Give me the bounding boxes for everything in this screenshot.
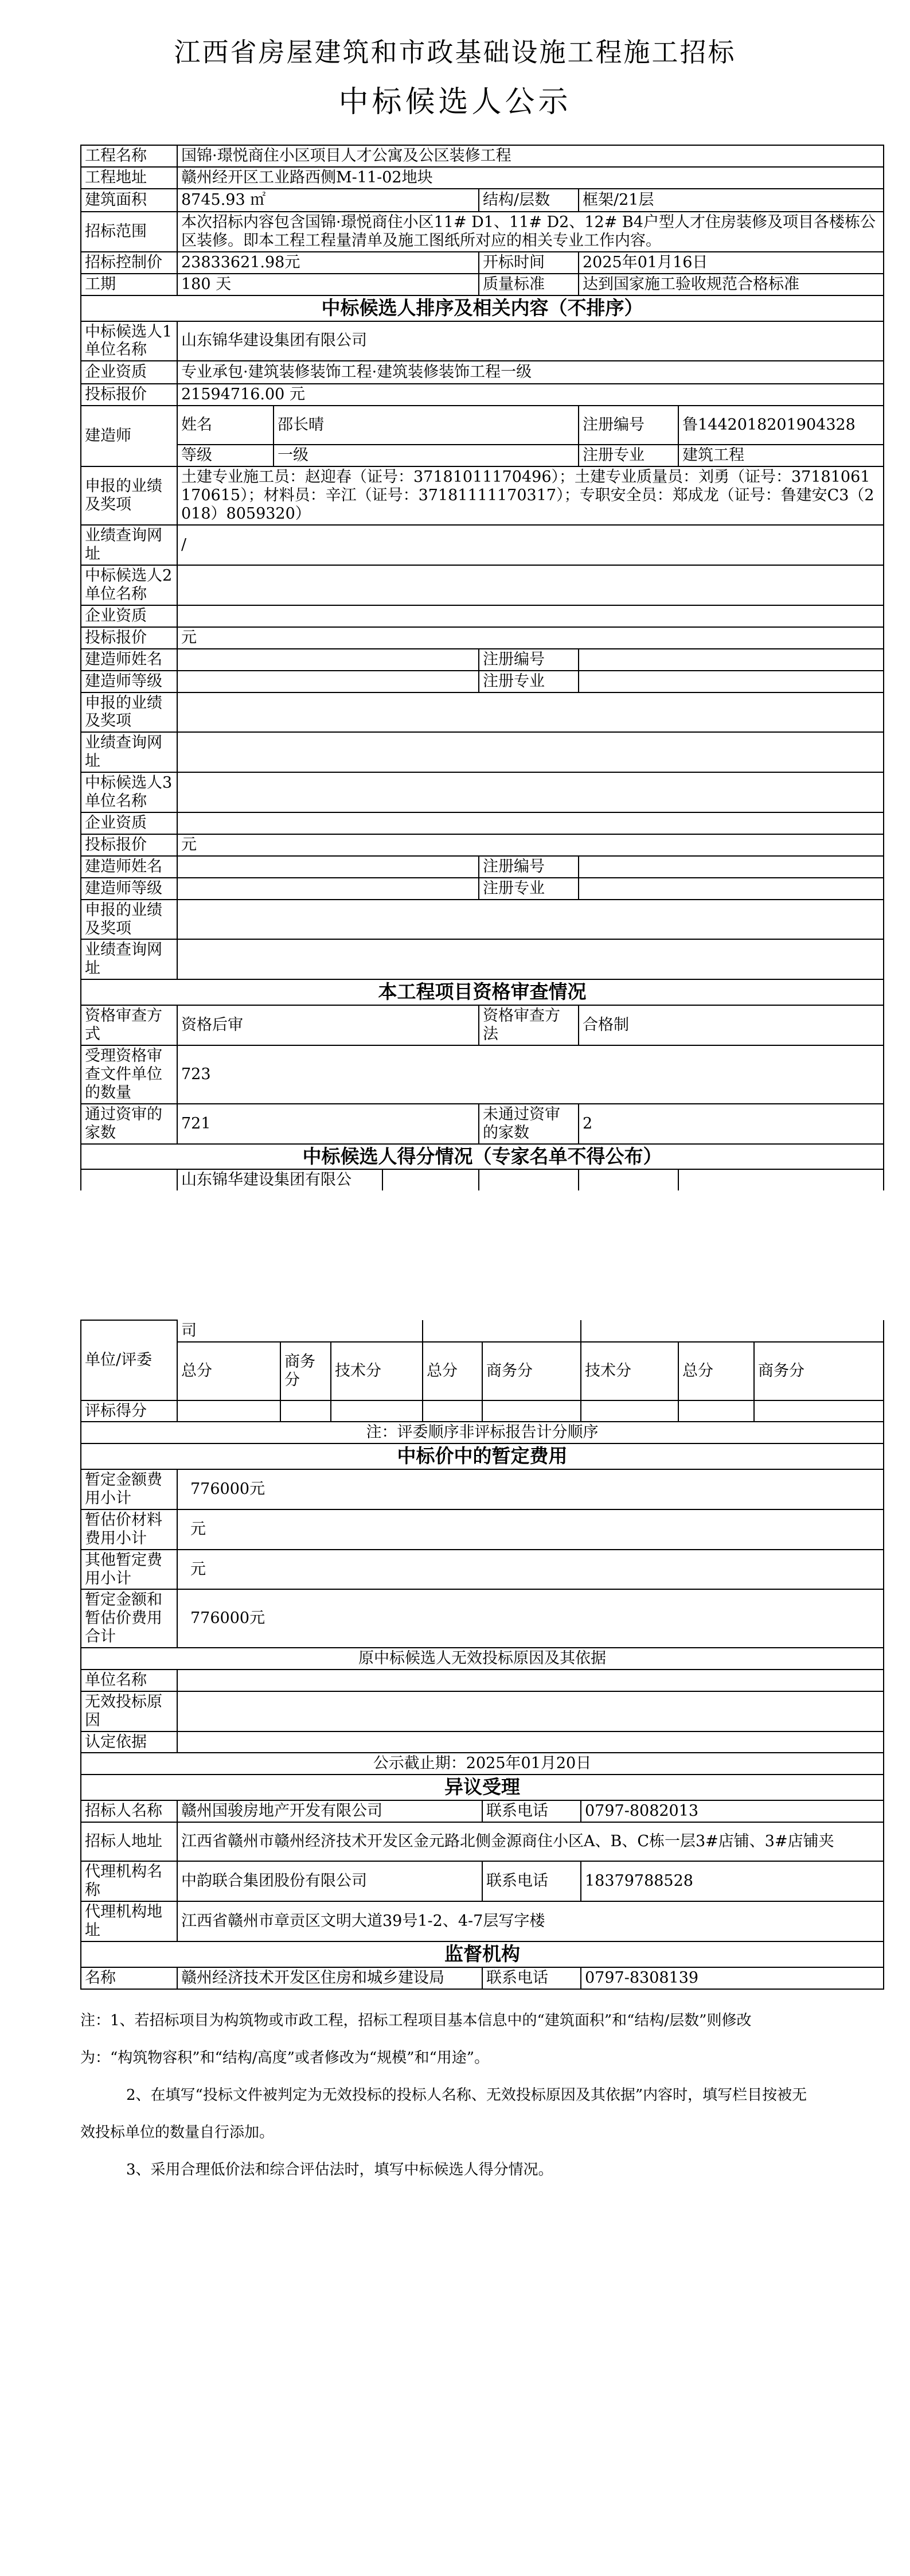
main-table	[80, 145, 884, 1190]
document-subtitle: 中标候选人公示	[338, 85, 572, 119]
candidate1-qual-label: 企业资质	[81, 361, 177, 384]
score-table-top-left	[81, 1169, 177, 1190]
agent-phone: 18379788528	[581, 1861, 884, 1901]
candidate3-major-label: 注册专业	[479, 878, 579, 900]
candidate3-unit	[177, 772, 884, 812]
review-eval: 合格制	[579, 1005, 884, 1045]
review-failed-label: 未通过资审的家数	[479, 1104, 579, 1144]
provisional-subtotal-label: 暂定金额费用小计	[81, 1469, 177, 1509]
candidate2-builder-grade-label: 建造师等级	[81, 671, 177, 692]
candidate3-query	[177, 939, 884, 979]
score-cell	[423, 1400, 482, 1422]
candidate1-name: 邵长晴	[274, 406, 579, 445]
deadline: 公示截止期：2025年01月20日	[81, 1753, 884, 1775]
candidate3-builder-grade-label: 建造师等级	[81, 878, 177, 900]
provisional-other: 元	[177, 1550, 884, 1590]
score-business-label-2: 商务分	[482, 1342, 581, 1400]
score-header-empty-3	[581, 1320, 884, 1342]
score-cell	[754, 1400, 884, 1422]
score-company-name-top: 山东锦华建设集团有限公	[177, 1169, 382, 1190]
scope-label: 招标范围	[81, 212, 177, 252]
candidate2-query	[177, 732, 884, 772]
note-2a: 2、在填写“投标文件被判定为无效投标的投标人名称、无效投标原因及其依据”内容时，填写栏目按被无	[126, 2087, 807, 2104]
score-cell	[331, 1400, 423, 1422]
score-col-empty-4	[678, 1169, 884, 1190]
candidate1-awards-label: 申报的业绩及奖项	[81, 466, 177, 525]
provisional-other-label: 其他暂定费用小计	[81, 1550, 177, 1590]
tenderer-phone: 0797-8082013	[581, 1800, 884, 1822]
candidate2-builder-name	[177, 649, 479, 671]
candidate2-builder-grade	[177, 671, 479, 692]
candidate3-unit-label: 中标候选人3单位名称	[81, 772, 177, 812]
score-cell	[581, 1400, 678, 1422]
supervision-name-label: 名称	[81, 1967, 177, 1989]
section-objection: 异议受理	[81, 1775, 884, 1800]
candidate2-builder-name-label: 建造师姓名	[81, 649, 177, 671]
candidate2-reg-label: 注册编号	[479, 649, 579, 671]
duration-label: 工期	[81, 274, 177, 295]
project-name-label: 工程名称	[81, 145, 177, 167]
candidate2-major-label: 注册专业	[479, 671, 579, 692]
start-time-value: 2025年01月16日	[579, 252, 884, 274]
agent-addr-label: 代理机构地址	[81, 1901, 177, 1941]
supervision-name: 赣州经济技术开发区住房和城乡建设局	[177, 1967, 482, 1989]
candidate1-bid: 21594716.00 元	[177, 384, 884, 406]
candidate2-awards	[177, 692, 884, 733]
scope-value: 本次招标内容包含国锦·璟悦商住小区11# D1、11# D2、12# B4户型人才住房装修及项目各楼栋公区装修。即本工程工程量清单及施工图纸所对应的相关专业工作内容。	[177, 212, 884, 252]
candidate3-reg-no	[579, 856, 884, 878]
candidate2-awards-label: 申报的业绩及奖项	[81, 692, 177, 733]
tenderer-name: 赣州国骏房地产开发有限公司	[177, 1800, 482, 1822]
start-time-label: 开标时间	[479, 252, 579, 274]
tenderer-addr: 江西省赣州市赣州经济技术开发区金元路北侧金源商住小区A、B、C栋一层3#店铺、3#店铺夹	[177, 1822, 884, 1861]
candidate2-unit	[177, 565, 884, 605]
candidate3-awards-label: 申报的业绩及奖项	[81, 900, 177, 940]
score-cell	[280, 1400, 331, 1422]
review-failed: 2	[579, 1104, 884, 1144]
score-col-empty-2	[479, 1169, 579, 1190]
candidate1-grade-label: 等级	[177, 445, 274, 466]
tenderer-addr-label: 招标人地址	[81, 1822, 177, 1861]
provisional-subtotal: 776000元	[177, 1469, 884, 1509]
candidate1-unit-label: 中标候选人1单位名称	[81, 321, 177, 361]
candidate1-builder-label: 建造师	[81, 406, 177, 466]
candidate1-query-label: 业绩查询网址	[81, 525, 177, 565]
score-cell	[482, 1400, 581, 1422]
candidate1-bid-label: 投标报价	[81, 384, 177, 406]
invalid-unit	[177, 1670, 884, 1691]
candidate3-reg-label: 注册编号	[479, 856, 579, 878]
score-row-label: 评标得分	[81, 1400, 177, 1422]
candidate3-qual	[177, 812, 884, 834]
candidate1-reg-no: 鲁1442018201904328	[678, 406, 884, 445]
score-col-empty-3	[579, 1169, 678, 1190]
candidate1-awards: 土建专业施工员：赵迎春（证号：37181011170496）；土建专业质量员：刘勇（证号：37181061170615）；材料员：辛江（证号：37181111170317）；专职安全员：郑成龙（证号：鲁建安C3（2018）8059320）	[177, 466, 884, 525]
section-provisional: 中标价中的暂定费用	[81, 1443, 884, 1469]
candidate1-qual: 专业承包·建筑装修装饰工程·建筑装修装饰工程一级	[177, 361, 884, 384]
footnotes	[80, 2002, 883, 2189]
candidate1-major-label: 注册专业	[579, 445, 678, 466]
note-2b: 效投标单位的数量自行添加。	[80, 2124, 275, 2141]
control-price-value: 23833621.98元	[177, 252, 479, 274]
invalid-basis	[177, 1731, 884, 1753]
review-passed: 721	[177, 1104, 479, 1144]
agent-name: 中韵联合集团股份有限公司	[177, 1861, 482, 1901]
quality-value: 达到国家施工验收规范合格标准	[579, 274, 884, 295]
area-label: 建筑面积	[81, 189, 177, 212]
candidate2-major	[579, 671, 884, 692]
area-value: 8745.93 ㎡	[177, 189, 479, 212]
candidate2-unit-label: 中标候选人2单位名称	[81, 565, 177, 605]
score-col-empty-1	[382, 1169, 479, 1190]
candidate3-builder-name-label: 建造师姓名	[81, 856, 177, 878]
score-total-label-2: 总分	[423, 1342, 482, 1400]
structure-value: 框架/21层	[579, 189, 884, 212]
candidate2-qual-label: 企业资质	[81, 605, 177, 627]
supervision-phone-label: 联系电话	[482, 1967, 581, 1989]
review-method-label: 资格审查方式	[81, 1005, 177, 1045]
candidate2-bid: 元	[177, 627, 884, 649]
agent-addr: 江西省赣州市章贡区文明大道39号1-2、4-7层写字楼	[177, 1901, 884, 1941]
candidate2-reg-no	[579, 649, 884, 671]
provisional-total: 776000元	[177, 1589, 884, 1648]
score-cell	[177, 1400, 280, 1422]
score-header-empty-2	[423, 1320, 581, 1342]
candidate1-grade: 一级	[274, 445, 579, 466]
score-technical-label-2: 技术分	[581, 1342, 678, 1400]
provisional-material-label: 暂估价材料费用小计	[81, 1509, 177, 1550]
invalid-unit-label: 单位名称	[81, 1670, 177, 1691]
score-technical-label-1: 技术分	[331, 1342, 423, 1400]
review-received-label: 受理资格审查文件单位的数量	[81, 1045, 177, 1104]
candidate2-bid-label: 投标报价	[81, 627, 177, 649]
candidate3-builder-grade	[177, 878, 479, 900]
candidate2-query-label: 业绩查询网址	[81, 732, 177, 772]
candidate3-awards	[177, 900, 884, 940]
note-1b: 为：“构筑物容积”和“结构/高度”或者修改为“规模”和“用途”。	[80, 2049, 490, 2067]
score-total-label-3: 总分	[678, 1342, 754, 1400]
section-review: 本工程项目资格审查情况	[81, 979, 884, 1005]
candidate3-builder-name	[177, 856, 479, 878]
invalid-basis-label: 认定依据	[81, 1731, 177, 1753]
supervision-phone: 0797-8308139	[581, 1967, 884, 1989]
control-price-label: 招标控制价	[81, 252, 177, 274]
candidate3-query-label: 业绩查询网址	[81, 939, 177, 979]
score-company-name-bottom: 司	[177, 1320, 423, 1342]
section-scores: 中标候选人得分情况（专家名单不得公布）	[81, 1144, 884, 1170]
section-invalid: 原中标候选人无效投标原因及其依据	[81, 1648, 884, 1670]
note-1a: 注：1、若招标项目为构筑物或市政工程，招标工程项目基本信息中的“建筑面积”和“结构/层数”则修改	[80, 2012, 752, 2029]
candidate1-unit: 山东锦华建设集团有限公司	[177, 321, 884, 361]
provisional-material: 元	[177, 1509, 884, 1550]
score-business-label-1: 商务分	[280, 1342, 331, 1400]
agent-phone-label: 联系电话	[482, 1861, 581, 1901]
quality-label: 质量标准	[479, 274, 579, 295]
agent-label: 代理机构名称	[81, 1861, 177, 1901]
score-note: 注：评委顺序非评标报告计分顺序	[81, 1422, 884, 1443]
candidate3-bid-label: 投标报价	[81, 834, 177, 856]
candidate3-bid: 元	[177, 834, 884, 856]
note-3: 3、采用合理低价法和综合评估法时，填写中标候选人得分情况。	[126, 2161, 553, 2178]
tenderer-label: 招标人名称	[81, 1800, 177, 1822]
candidate1-query: /	[177, 525, 884, 565]
candidate3-major	[579, 878, 884, 900]
invalid-reason-label: 无效投标原因	[81, 1691, 177, 1731]
candidate1-major: 建筑工程	[678, 445, 884, 466]
score-cell	[678, 1400, 754, 1422]
candidate1-name-label: 姓名	[177, 406, 274, 445]
invalid-reason	[177, 1691, 884, 1731]
section-ranking: 中标候选人排序及相关内容（不排序）	[81, 295, 884, 321]
review-eval-label: 资格审查方法	[479, 1005, 579, 1045]
score-business-label-3: 商务分	[754, 1342, 884, 1400]
project-address: 赣州经开区工业路西侧M-11-02地块	[177, 167, 884, 189]
tenderer-phone-label: 联系电话	[482, 1800, 581, 1822]
candidate2-qual	[177, 605, 884, 627]
review-passed-label: 通过资审的家数	[81, 1104, 177, 1144]
candidate1-reg-label: 注册编号	[579, 406, 678, 445]
section-supervision: 监督机构	[81, 1941, 884, 1967]
review-received: 723	[177, 1045, 884, 1104]
main-table-continued	[80, 1320, 884, 1990]
review-method: 资格后审	[177, 1005, 479, 1045]
structure-label: 结构/层数	[479, 189, 579, 212]
document-title: 江西省房屋建筑和市政基础设施工程施工招标	[174, 37, 736, 68]
project-name: 国锦·璟悦商住小区项目人才公寓及公区装修工程	[177, 145, 884, 167]
provisional-total-label: 暂定金额和暂估价费用合计	[81, 1589, 177, 1648]
project-address-label: 工程地址	[81, 167, 177, 189]
candidate3-qual-label: 企业资质	[81, 812, 177, 834]
score-unit-label: 单位/评委	[81, 1320, 177, 1400]
score-total-label-1: 总分	[177, 1342, 280, 1400]
duration-value: 180 天	[177, 274, 479, 295]
